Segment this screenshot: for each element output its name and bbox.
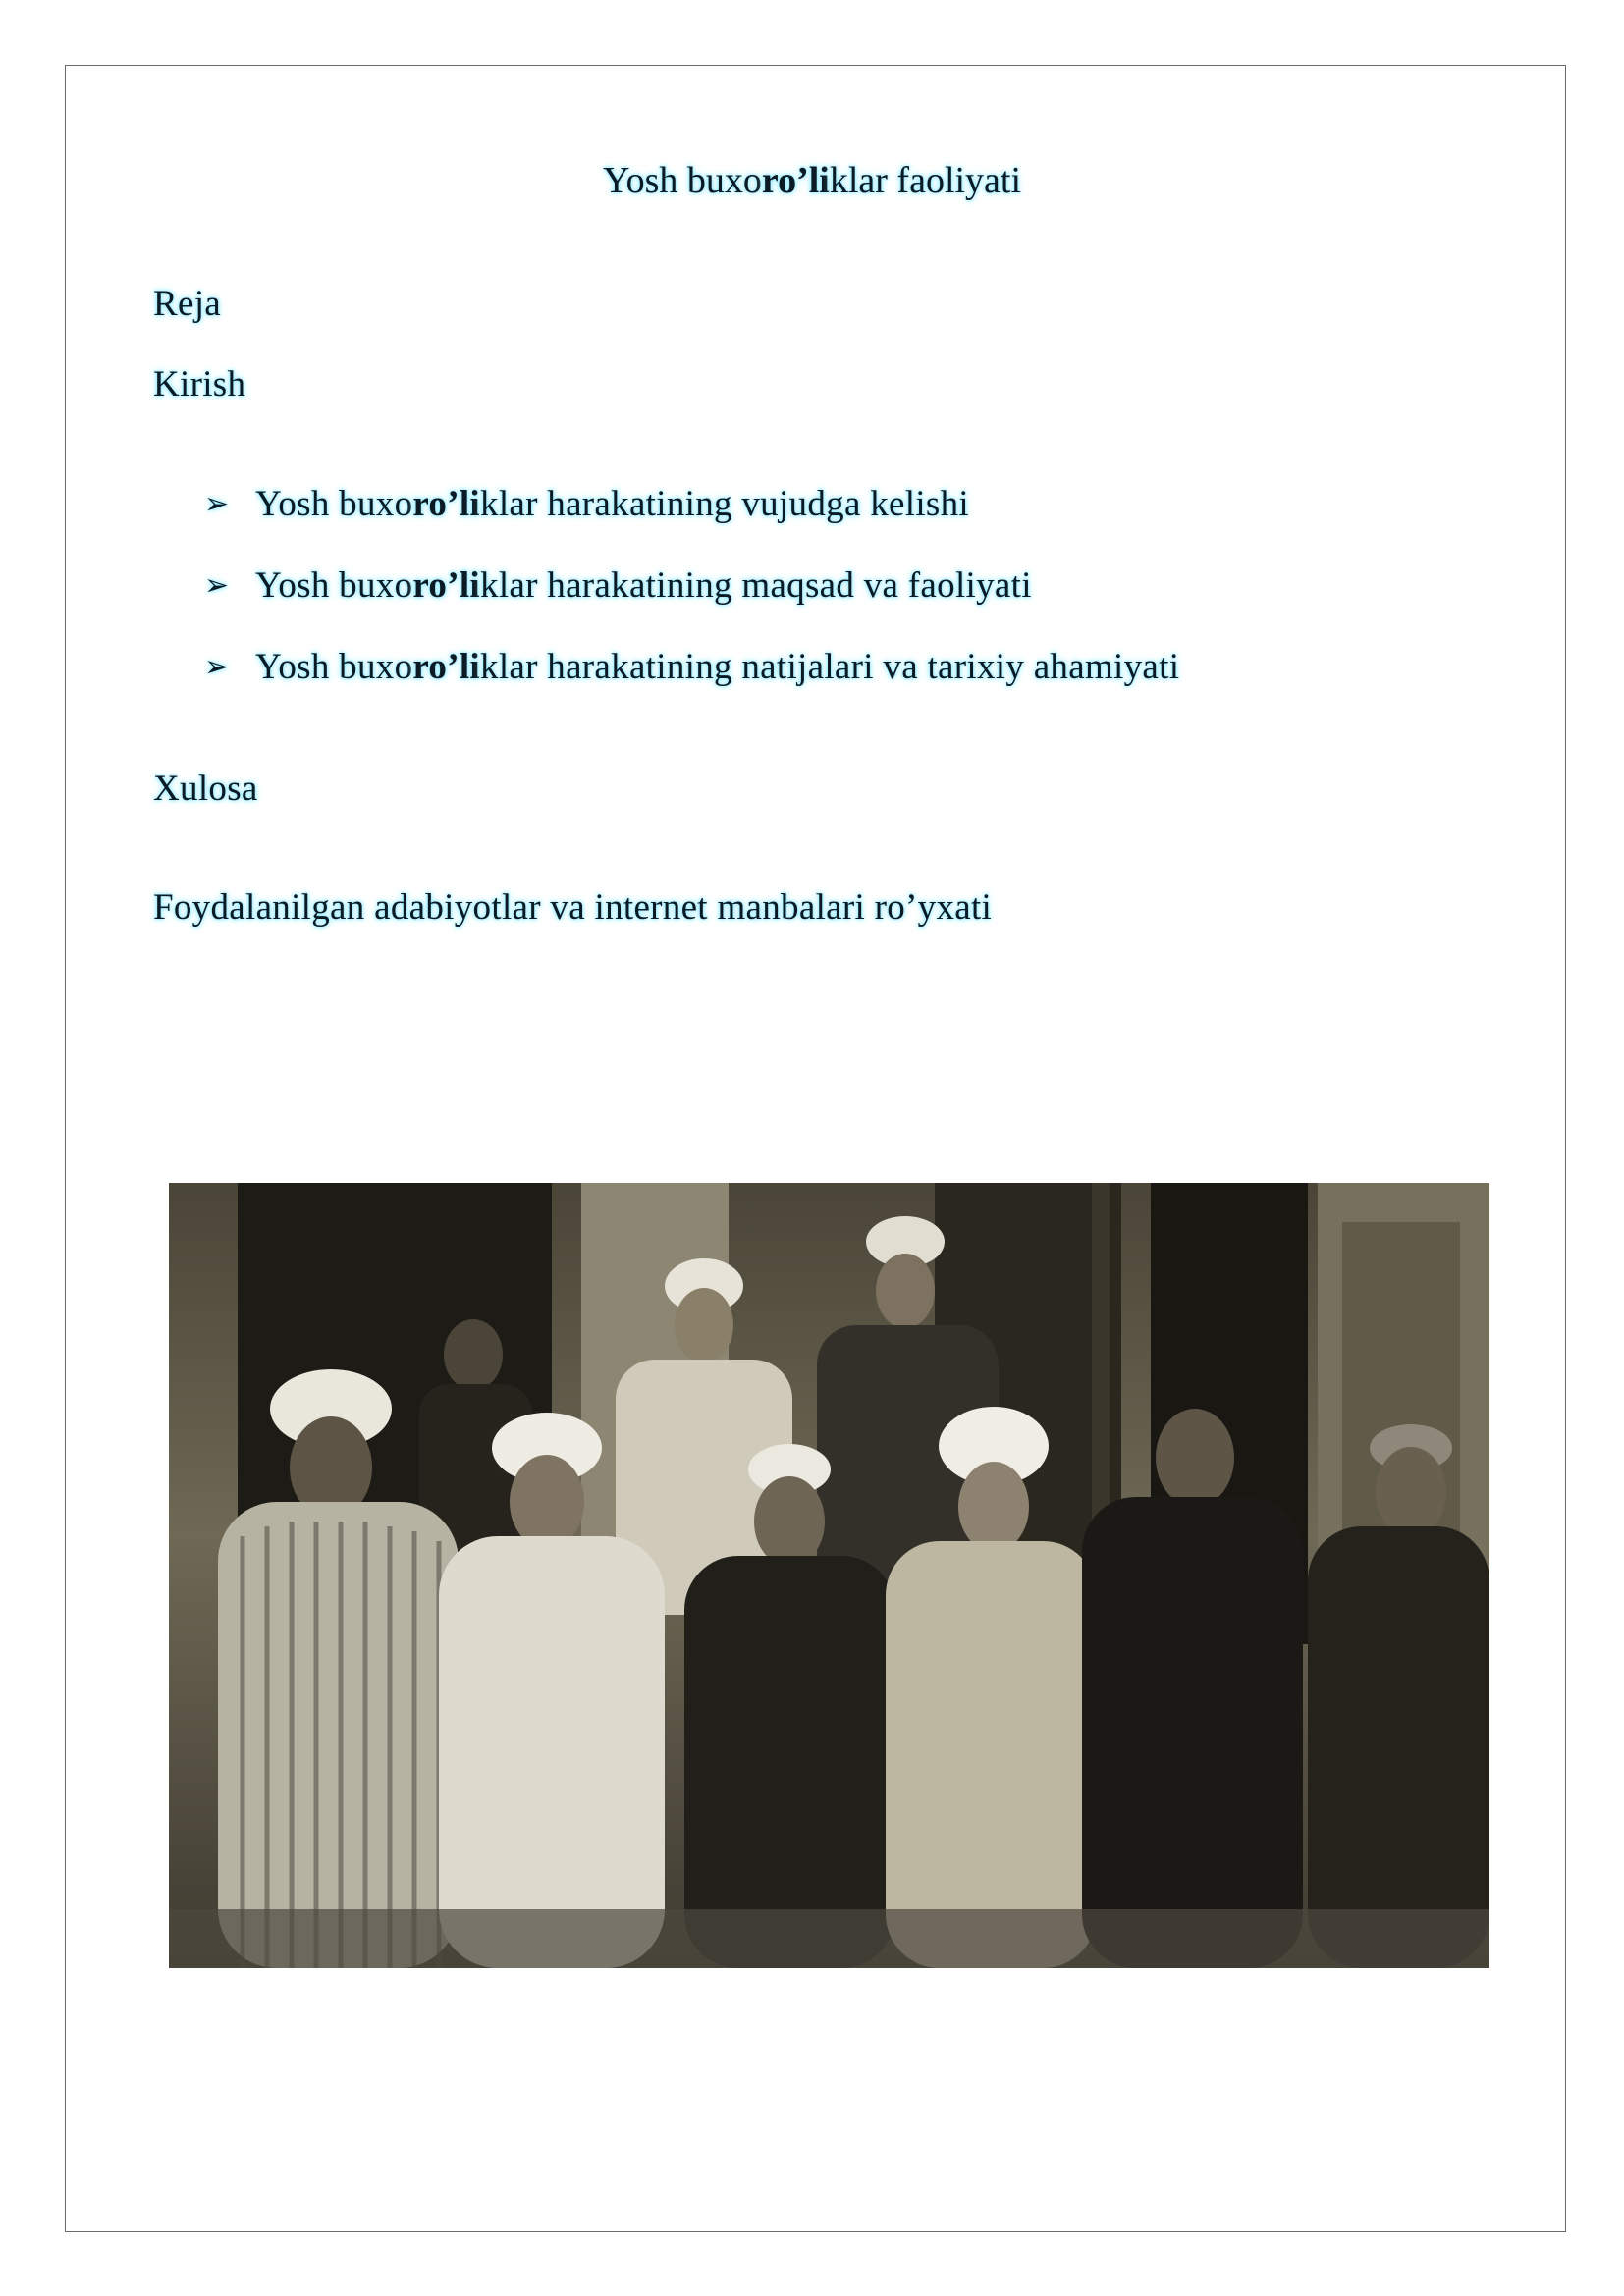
plan-heading: Reja [153, 284, 222, 324]
arrowhead-bullet-icon: ➢ [204, 568, 230, 603]
intro-heading: Kirish [153, 364, 246, 404]
conclusion-heading: Xulosa [153, 769, 258, 809]
plan-item-1: ➢ Yosh buxo ro’li klar harakatining vujudga kelishi [204, 484, 969, 524]
references-heading: Foydalanilgan adabiyotlar va internet manbalari ro’yxati [153, 887, 993, 928]
document-title: Yosh buxoro’liklar faoliyati [602, 160, 1022, 201]
plan-item-3: ➢ Yosh buxo ro’li klar harakatining natijalari va tarixiy ahamiyati [204, 647, 1180, 687]
plan-item-2: ➢ Yosh buxo ro’li klar harakatining maqsad va faoliyati [204, 565, 1032, 606]
arrowhead-bullet-icon: ➢ [204, 650, 230, 684]
historical-group-photo [169, 1183, 1489, 1968]
arrowhead-bullet-icon: ➢ [204, 487, 230, 521]
